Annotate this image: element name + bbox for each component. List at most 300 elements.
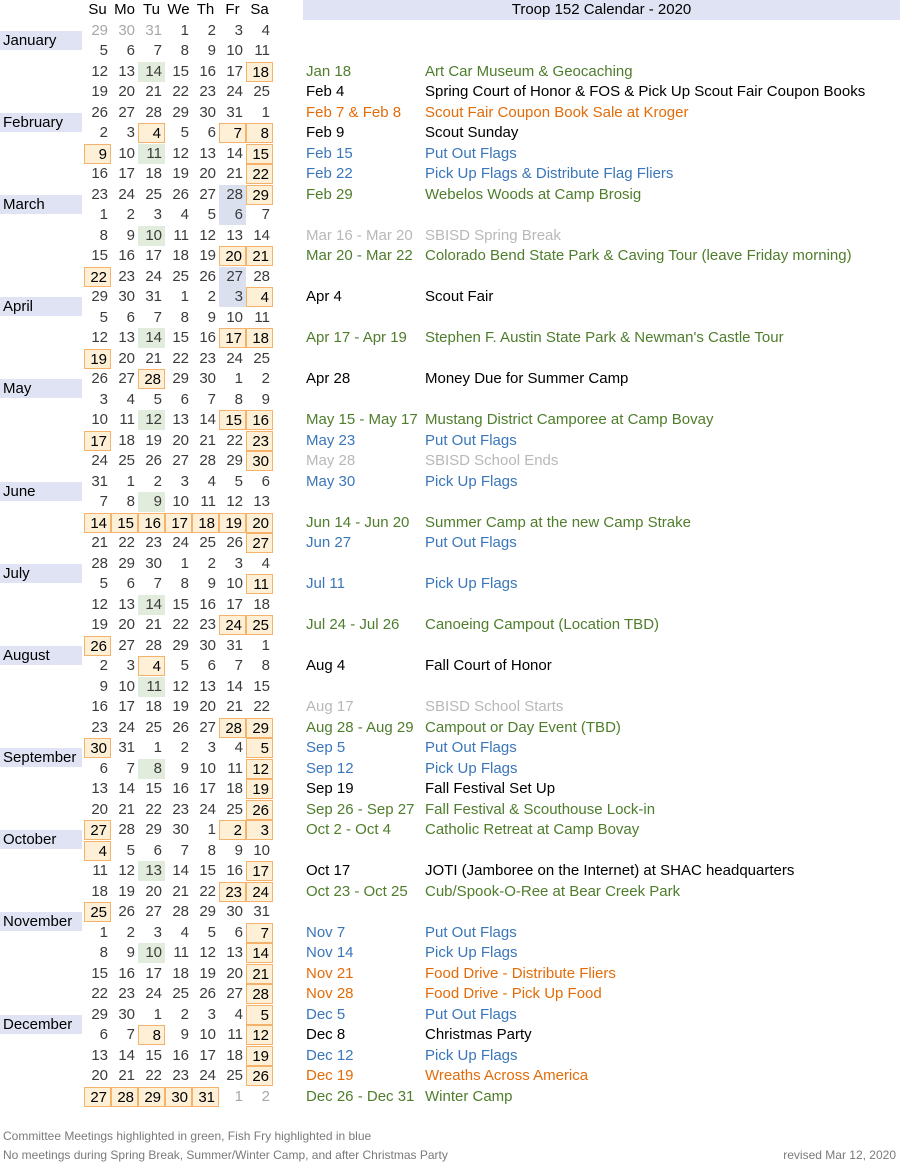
calendar-title: Troop 152 Calendar - 2020	[303, 0, 900, 20]
calendar-day: 26	[199, 267, 216, 285]
calendar-day: 13	[199, 677, 216, 695]
calendar-day: 15	[145, 780, 162, 797]
calendar-day: 26	[172, 185, 189, 203]
calendar-day: 15	[253, 677, 270, 695]
event-date: May 23	[306, 431, 356, 449]
calendar-day: 30	[118, 1005, 135, 1023]
calendar-day: 14	[138, 62, 165, 82]
calendar-day: 28	[145, 636, 162, 654]
calendar-day: 25	[172, 985, 189, 1002]
calendar-day: 17	[226, 62, 243, 80]
calendar-day: 23	[91, 185, 108, 203]
day-of-week-fr: Fr	[225, 1, 240, 18]
month-label-november: November	[0, 912, 82, 931]
calendar-day: 13	[226, 226, 243, 244]
calendar-day: 6	[126, 42, 135, 59]
calendar-day: 18	[246, 328, 273, 348]
calendar-day: 19	[91, 83, 108, 100]
calendar-day: 23	[246, 431, 273, 451]
calendar-day: 16	[138, 513, 165, 533]
calendar-day: 8	[138, 759, 165, 779]
calendar-day: 21	[246, 964, 273, 984]
month-label-march: March	[0, 195, 82, 214]
event-date: Nov 14	[306, 944, 354, 961]
footer-revised: revised Mar 12, 2020	[783, 1148, 896, 1162]
calendar-day: 1	[261, 103, 270, 121]
calendar-day: 4	[261, 21, 270, 39]
calendar-day: 25	[226, 1067, 243, 1084]
event-description: Scout Fair Coupon Book Sale at Kroger	[425, 103, 689, 121]
day-of-week-sa: Sa	[250, 1, 269, 18]
calendar-day: 15	[199, 862, 216, 879]
event-date: Feb 22	[306, 165, 353, 182]
calendar-day: 23	[172, 800, 189, 818]
calendar-day: 29	[145, 821, 162, 838]
calendar-day: 30	[246, 451, 273, 471]
event-description: Scout Sunday	[425, 124, 519, 141]
calendar-day: 28	[253, 267, 270, 285]
event-date: Feb 7 & Feb 8	[306, 103, 402, 121]
calendar-day: 27	[145, 903, 162, 920]
calendar-day: 4	[126, 390, 135, 408]
calendar-day: 13	[118, 595, 135, 613]
calendar-day: 29	[199, 903, 216, 920]
calendar-day: 12	[91, 329, 108, 346]
footer-note: No meetings during Spring Break, Summer/Winter Camp, and after Christmas Party	[3, 1148, 448, 1162]
calendar-day: 10	[226, 308, 243, 326]
calendar-day: 20	[219, 246, 246, 266]
calendar-day: 19	[145, 431, 162, 449]
calendar-day: 22	[118, 534, 135, 551]
event-date: Nov 28	[306, 985, 354, 1002]
calendar-day: 2	[180, 1005, 189, 1023]
calendar-day: 23	[91, 718, 108, 736]
calendar-day: 12	[199, 944, 216, 961]
event-description: Pick Up Flags	[425, 1046, 518, 1064]
calendar-day: 10	[172, 493, 189, 510]
event-description: Pick Up Flags & Distribute Flag Fliers	[425, 165, 674, 182]
calendar-day: 18	[226, 1046, 243, 1064]
event-date: Dec 12	[306, 1046, 354, 1064]
calendar-day: 26	[91, 370, 108, 387]
event-description: Canoeing Campout (Location TBD)	[425, 616, 660, 633]
calendar-day: 12	[138, 410, 165, 430]
event-description: Spring Court of Honor & FOS & Pick Up Scout Fair Coupon Books	[425, 83, 866, 100]
calendar-day: 31	[145, 288, 162, 305]
calendar-day: 3	[234, 554, 243, 572]
calendar-day: 2	[261, 1087, 270, 1105]
calendar-day: 8	[138, 1025, 165, 1045]
calendar-day: 2	[207, 288, 216, 305]
calendar-day: 23	[199, 83, 216, 100]
calendar-day: 11	[227, 759, 243, 777]
calendar-day: 14	[118, 780, 135, 797]
calendar-day: 21	[226, 698, 243, 715]
event-description: Colorado Bend State Park & Caving Tour (leave Friday morning)	[425, 247, 852, 264]
calendar-day: 30	[118, 21, 135, 39]
calendar-day: 19	[199, 964, 216, 982]
calendar-day: 21	[199, 431, 216, 449]
event-date: Jan 18	[306, 62, 352, 80]
event-date: Aug 17	[306, 698, 354, 715]
calendar-day: 16	[199, 329, 216, 346]
calendar-day: 13	[91, 780, 108, 797]
event-date: May 15 - May 17	[306, 411, 418, 428]
calendar-day: 25	[226, 800, 243, 818]
calendar-day: 25	[84, 902, 111, 922]
calendar-day: 30	[172, 821, 189, 838]
event-date: Sep 26 - Sep 27	[306, 800, 415, 818]
calendar-day: 9	[84, 144, 111, 164]
calendar-day: 8	[99, 944, 108, 961]
calendar-day: 4	[138, 656, 165, 676]
day-of-week-th: Th	[196, 1, 215, 18]
calendar-day: 10	[253, 841, 270, 859]
calendar-day: 21	[226, 165, 243, 182]
calendar-day: 30	[118, 288, 135, 305]
calendar-day: 1	[99, 206, 108, 223]
calendar-day: 19	[91, 616, 108, 633]
calendar-day: 24	[226, 83, 243, 100]
calendar-day: 6	[207, 124, 216, 141]
calendar-day: 17	[118, 165, 135, 182]
calendar-day: 18	[253, 595, 270, 613]
calendar-day: 7	[234, 657, 243, 674]
calendar-day: 20	[172, 431, 189, 449]
calendar-day: 21	[91, 534, 108, 551]
calendar-day: 29	[226, 452, 243, 469]
calendar-day: 19	[118, 882, 135, 900]
calendar-day: 11	[138, 677, 165, 697]
calendar-day: 28	[219, 185, 246, 205]
calendar-day: 20	[118, 349, 135, 367]
calendar-day: 7	[207, 390, 216, 408]
calendar-day: 4	[234, 739, 243, 756]
calendar-day: 1	[234, 1087, 243, 1105]
calendar-day: 29	[91, 1005, 108, 1023]
calendar-day: 18	[172, 247, 189, 264]
calendar-day: 2	[207, 21, 216, 39]
calendar-day: 17	[199, 780, 216, 797]
event-description: Webelos Woods at Camp Brosig	[425, 185, 642, 203]
calendar-day: 4	[180, 206, 189, 223]
calendar-day: 7	[219, 123, 246, 143]
event-date: Jun 14 - Jun 20	[306, 513, 410, 531]
calendar-day: 13	[172, 411, 189, 428]
calendar-day: 30	[199, 370, 216, 387]
month-label-february: February	[0, 113, 82, 132]
calendar-day: 16	[118, 964, 135, 982]
event-date: Mar 20 - Mar 22	[306, 247, 413, 264]
calendar-day: 26	[226, 534, 243, 551]
calendar-day: 1	[99, 923, 108, 941]
calendar-day: 22	[246, 164, 273, 184]
calendar-day: 19	[246, 1046, 273, 1066]
event-date: Feb 4	[306, 83, 345, 100]
calendar-day: 17	[226, 595, 243, 613]
calendar-day: 13	[226, 944, 243, 961]
calendar-day: 26	[172, 718, 189, 736]
calendar-day: 11	[254, 42, 270, 59]
calendar-day: 8	[261, 657, 270, 674]
event-description: Winter Camp	[425, 1087, 513, 1105]
calendar-day: 29	[138, 1087, 165, 1107]
calendar-day: 9	[126, 226, 135, 244]
calendar-day: 8	[180, 308, 189, 326]
event-date: Apr 4	[306, 288, 342, 305]
event-description: Money Due for Summer Camp	[425, 370, 629, 387]
calendar-day: 15	[172, 62, 189, 80]
calendar-day: 3	[219, 287, 246, 307]
calendar-day: 26	[84, 636, 111, 656]
calendar-day: 23	[118, 267, 135, 285]
calendar-day: 31	[226, 103, 243, 121]
calendar-day: 9	[234, 841, 243, 859]
calendar-day: 5	[153, 390, 162, 408]
calendar-day: 21	[145, 83, 162, 100]
calendar-day: 21	[145, 616, 162, 633]
calendar-day: 9	[207, 308, 216, 326]
calendar-day: 13	[253, 493, 270, 510]
calendar-day: 17	[145, 247, 162, 264]
calendar-day: 21	[172, 882, 189, 900]
calendar-day: 27	[219, 267, 246, 287]
event-date: May 28	[306, 452, 356, 469]
event-description: Fall Festival Set Up	[425, 780, 556, 797]
calendar-day: 8	[180, 42, 189, 59]
calendar-day: 15	[172, 329, 189, 346]
calendar-day: 6	[219, 205, 246, 225]
event-description: JOTI (Jamboree on the Internet) at SHAC headquarters	[425, 862, 795, 879]
calendar-day: 21	[145, 349, 162, 367]
calendar-day: 15	[145, 1046, 162, 1064]
calendar-day: 7	[153, 308, 162, 326]
calendar-day: 22	[226, 431, 243, 449]
day-of-week-tu: Tu	[143, 1, 160, 18]
event-date: Apr 28	[306, 370, 351, 387]
calendar-day: 26	[199, 985, 216, 1002]
calendar-day: 21	[246, 246, 273, 266]
calendar-day: 13	[118, 329, 135, 346]
calendar-day: 10	[138, 943, 165, 963]
calendar-day: 5	[180, 124, 189, 141]
calendar-day: 5	[180, 657, 189, 674]
calendar-day: 1	[180, 554, 189, 572]
calendar-day: 22	[145, 800, 162, 818]
event-description: Put Out Flags	[425, 431, 517, 449]
event-description: Put Out Flags	[425, 739, 517, 756]
calendar-day: 26	[246, 800, 273, 820]
calendar-day: 17	[165, 513, 192, 533]
event-date: Dec 5	[306, 1005, 346, 1023]
calendar-day: 13	[138, 861, 165, 881]
calendar-day: 3	[246, 820, 273, 840]
calendar-day: 15	[246, 144, 273, 164]
calendar-day: 26	[91, 103, 108, 121]
calendar-day: 10	[118, 677, 135, 695]
calendar-day: 20	[91, 800, 108, 818]
calendar-day: 23	[172, 1067, 189, 1084]
event-description: SBISD Spring Break	[425, 226, 561, 244]
calendar-day: 5	[99, 308, 108, 326]
day-of-week-we: We	[167, 1, 190, 18]
event-description: Put Out Flags	[425, 923, 517, 941]
event-description: Food Drive - Distribute Fliers	[425, 964, 616, 982]
event-description: Food Drive - Pick Up Food	[425, 985, 602, 1002]
event-description: Art Car Museum & Geocaching	[425, 62, 633, 80]
event-date: Nov 7	[306, 923, 346, 941]
calendar-day: 24	[246, 882, 273, 902]
month-label-april: April	[0, 297, 82, 316]
calendar-day: 5	[246, 1005, 273, 1025]
event-description: Put Out Flags	[425, 144, 517, 162]
calendar-day: 1	[126, 472, 135, 490]
calendar-day: 29	[172, 103, 189, 121]
calendar-day: 14	[118, 1046, 135, 1064]
calendar-day: 2	[126, 923, 135, 941]
calendar-day: 3	[207, 739, 216, 756]
calendar-day: 29	[246, 718, 273, 738]
calendar-day: 20	[246, 513, 273, 533]
calendar-day: 14	[138, 328, 165, 348]
day-of-week-su: Su	[88, 1, 107, 18]
event-description: Stephen F. Austin State Park & Newman's Castle Tour	[425, 329, 784, 346]
calendar-day: 10	[138, 226, 165, 246]
calendar-day: 4	[180, 923, 189, 941]
calendar-day: 19	[246, 779, 273, 799]
calendar-day: 12	[172, 144, 189, 162]
calendar-day: 9	[180, 759, 189, 777]
calendar-day: 20	[118, 83, 135, 100]
calendar-day: 16	[199, 595, 216, 613]
calendar-day: 16	[91, 165, 108, 182]
calendar-day: 4	[261, 554, 270, 572]
calendar-day: 11	[200, 493, 216, 510]
calendar-day: 25	[246, 615, 273, 635]
calendar-day: 24	[145, 267, 162, 285]
calendar-day: 25	[118, 452, 135, 469]
event-description: Cub/Spook-O-Ree at Bear Creek Park	[425, 882, 681, 900]
calendar-day: 30	[199, 103, 216, 121]
calendar-day: 12	[226, 493, 243, 510]
event-date: Aug 28 - Aug 29	[306, 718, 414, 736]
calendar-day: 12	[246, 759, 273, 779]
calendar-day: 1	[234, 370, 243, 387]
calendar-day: 3	[153, 923, 162, 941]
calendar-day: 31	[226, 636, 243, 654]
event-date: Dec 8	[306, 1026, 346, 1043]
calendar-day: 20	[145, 882, 162, 900]
calendar-day: 9	[261, 390, 270, 408]
calendar-day: 27	[84, 1087, 111, 1107]
calendar-day: 29	[91, 21, 108, 39]
calendar-day: 27	[226, 985, 243, 1002]
calendar-day: 14	[253, 226, 270, 244]
calendar-day: 3	[99, 390, 108, 408]
calendar-day: 2	[99, 124, 108, 141]
calendar-day: 11	[227, 1026, 243, 1043]
calendar-day: 8	[180, 575, 189, 592]
calendar-day: 9	[207, 575, 216, 592]
calendar-day: 22	[172, 83, 189, 100]
event-description: SBISD School Starts	[425, 698, 564, 715]
event-date: Jul 24 - Jul 26	[306, 616, 400, 633]
event-date: Oct 17	[306, 862, 351, 879]
calendar-day: 23	[199, 349, 216, 367]
calendar-day: 19	[172, 165, 189, 182]
calendar-day: 11	[173, 226, 189, 244]
calendar-day: 10	[118, 144, 135, 162]
calendar-day: 9	[207, 42, 216, 59]
calendar-day: 18	[118, 431, 135, 449]
calendar-day: 22	[91, 985, 108, 1002]
calendar-day: 25	[145, 718, 162, 736]
calendar-day: 28	[111, 1087, 138, 1107]
calendar-day: 10	[91, 411, 108, 428]
event-date: Nov 21	[306, 964, 354, 982]
calendar-day: 7	[246, 923, 273, 943]
calendar-day: 30	[165, 1087, 192, 1107]
calendar-day: 5	[207, 206, 216, 223]
event-date: Sep 5	[306, 739, 346, 756]
calendar-day: 1	[153, 1005, 162, 1023]
calendar-day: 26	[246, 1066, 273, 1086]
calendar-day: 24	[199, 800, 216, 818]
calendar-day: 27	[118, 636, 135, 654]
calendar-day: 25	[172, 267, 189, 285]
calendar-day: 5	[99, 575, 108, 592]
calendar-day: 28	[219, 718, 246, 738]
calendar-day: 8	[207, 841, 216, 859]
event-description: Pick Up Flags	[425, 575, 518, 592]
calendar-day: 3	[153, 206, 162, 223]
calendar-day: 30	[226, 903, 243, 920]
event-description: Pick Up Flags	[425, 472, 518, 490]
calendar-day: 8	[234, 390, 243, 408]
calendar-day: 13	[199, 144, 216, 162]
calendar-day: 14	[172, 862, 189, 879]
calendar-day: 18	[192, 513, 219, 533]
calendar-day: 18	[172, 964, 189, 982]
event-date: Apr 17 - Apr 19	[306, 329, 407, 346]
event-description: Summer Camp at the new Camp Strake	[425, 513, 691, 531]
calendar-day: 2	[99, 657, 108, 674]
calendar-day: 16	[118, 247, 135, 264]
calendar-day: 13	[91, 1046, 108, 1064]
calendar-day: 4	[246, 287, 273, 307]
calendar-day: 17	[219, 328, 246, 348]
calendar-day: 29	[246, 185, 273, 205]
calendar-day: 1	[180, 288, 189, 305]
month-label-january: January	[0, 31, 82, 50]
calendar-day: 6	[153, 841, 162, 859]
calendar-day: 27	[84, 820, 111, 840]
calendar-day: 8	[126, 493, 135, 510]
event-date: Dec 26 - Dec 31	[306, 1087, 415, 1105]
event-date: Jul 11	[306, 575, 345, 592]
calendar-day: 23	[145, 534, 162, 551]
calendar-day: 7	[261, 206, 270, 223]
calendar-day: 14	[226, 677, 243, 695]
calendar-day: 5	[99, 42, 108, 59]
calendar-day: 27	[172, 452, 189, 469]
event-description: Fall Festival & Scouthouse Lock-in	[425, 800, 656, 818]
calendar-day: 19	[172, 698, 189, 715]
event-description: Wreaths Across America	[425, 1067, 589, 1084]
calendar-day: 2	[261, 370, 270, 387]
calendar-day: 6	[126, 575, 135, 592]
calendar-day: 23	[219, 882, 246, 902]
